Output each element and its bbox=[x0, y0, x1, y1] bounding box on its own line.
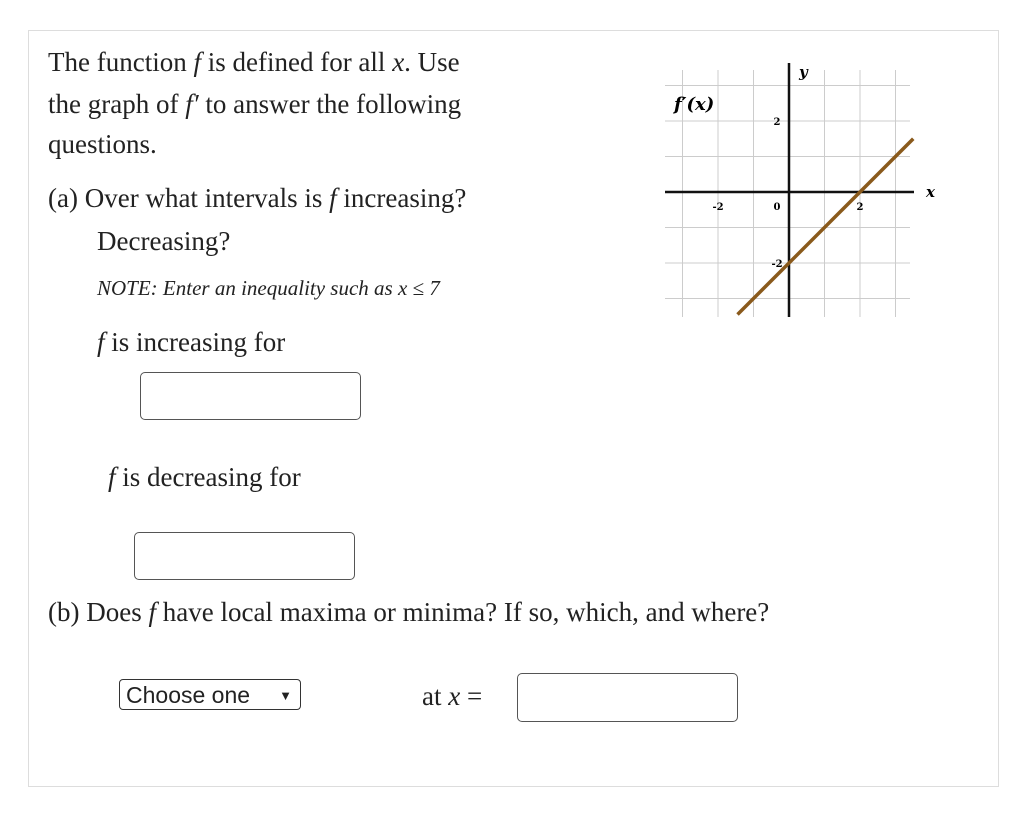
graph-title: f′(x) bbox=[674, 94, 715, 115]
y-axis-label: y bbox=[799, 63, 808, 81]
y-tick-label: -2 bbox=[771, 259, 783, 270]
increasing-label: f is increasing for bbox=[97, 327, 286, 357]
x-tick-label: 2 bbox=[856, 202, 864, 213]
x-axis-label: x bbox=[926, 183, 935, 201]
extremum-select[interactable] bbox=[119, 679, 301, 710]
x-value-input[interactable] bbox=[517, 673, 738, 722]
decreasing-label: f is decreasing for bbox=[108, 462, 301, 492]
decreasing-input[interactable] bbox=[134, 532, 355, 580]
select-value: Choose one bbox=[126, 682, 251, 708]
part-a-question: (a) Over what intervals is f increasing? bbox=[48, 183, 467, 213]
part-a-decreasing: Decreasing? bbox=[97, 226, 231, 256]
increasing-input[interactable] bbox=[140, 372, 361, 420]
derivative-line bbox=[738, 139, 914, 315]
at-x-label: at x = bbox=[422, 681, 483, 711]
x-tick-label: -2 bbox=[712, 202, 724, 213]
chevron-down-icon: ▼ bbox=[279, 688, 292, 703]
intro-line-2: the graph of f′ to answer the following bbox=[48, 89, 462, 119]
x-tick-label: 0 bbox=[773, 202, 781, 213]
part-b-question: (b) Does f have local maxima or minima? If so, which, and where? bbox=[48, 597, 770, 627]
intro-line-1: The function f is defined for all x. Use bbox=[48, 47, 460, 77]
intro-line-3: questions. bbox=[48, 129, 157, 159]
y-tick-label: 2 bbox=[773, 117, 781, 128]
derivative-graph bbox=[660, 55, 950, 320]
note: NOTE: Enter an inequality such as x ≤ 7 bbox=[97, 276, 440, 300]
